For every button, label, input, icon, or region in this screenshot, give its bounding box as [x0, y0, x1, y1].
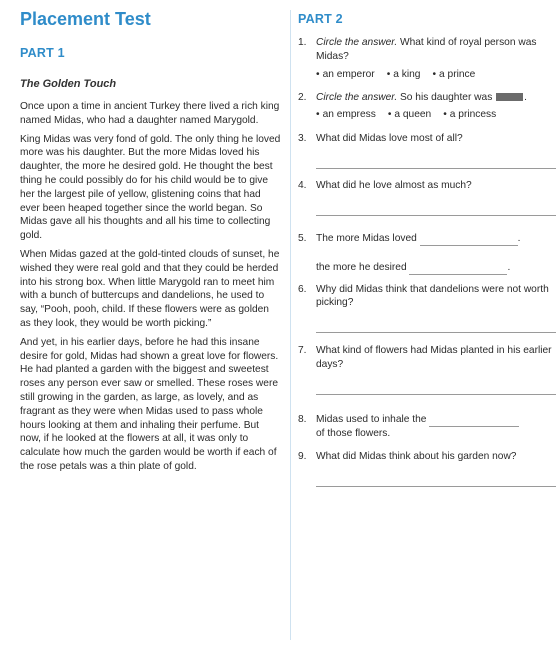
question-end: . [507, 261, 511, 273]
question-text [316, 261, 556, 275]
redacted-blank [496, 93, 523, 101]
story-paragraph-4: And yet, in his earlier days, before he had this insane desire for gold, Midas had shown a great love for flowers. He had planted a garden with the biggest and sweetest roses any person ever saw or smelled. These roses were still growing in the garden, as large, as lovely, and as fragrant as they were when Midas used to pass whole hours looking at them and inhaling their perfume. But now, if he looked at the flowers at all, it was only to calculate how much the garden would be worth if each of the rose petals was a thin plate of gold. [20, 336, 279, 472]
question-prompt: What kind of royal person was Midas? [316, 37, 537, 62]
answer-line[interactable] [316, 215, 556, 216]
question-number: 3. [298, 133, 307, 145]
question-1 [298, 36, 556, 64]
question-end: . [517, 232, 521, 244]
question-prompt: So his daughter was [397, 91, 493, 103]
question-number: 2. [298, 91, 307, 103]
question-text: What did he love almost as much? [316, 180, 472, 192]
question-number: 5. [298, 232, 307, 244]
question-number: 6. [298, 283, 307, 295]
answer-option[interactable] [316, 68, 375, 82]
question-5-continued [298, 261, 556, 275]
question-text: What kind of flowers had Midas planted in his earlier days? [316, 345, 552, 370]
answer-option[interactable] [387, 68, 421, 82]
story-title: The Golden Touch [20, 78, 117, 90]
question-instruction: Circle the answer. [316, 91, 398, 103]
bullet-icon: • [387, 109, 392, 121]
question-5 [298, 232, 556, 246]
answer-line[interactable] [316, 486, 556, 487]
question-9 [298, 450, 556, 464]
question-number: 8. [298, 413, 307, 425]
question-7 [298, 344, 556, 372]
question-number: 7. [298, 345, 307, 357]
question-1-options [316, 68, 556, 82]
answer-option[interactable] [443, 108, 496, 122]
story-paragraph-3: When Midas gazed at the gold-tinted clouds of sunset, he wished they were real gold and that they could be herded into his strong box. When little Marygold ran to meet him with a bunch of buttercups and dandelions, he used to say, “Pooh, pooh, child. If these flowers were as golden as they look, they would be worth picking.” [20, 248, 280, 329]
answer-line[interactable] [316, 332, 556, 333]
option-label: a prince [439, 68, 476, 80]
bullet-icon: • [432, 68, 437, 80]
fill-in-blank[interactable] [429, 426, 519, 427]
story-paragraph-1: Once upon a time in ancient Turkey there lived a rich king named Midas, who had a daughter named Marygold. [20, 101, 280, 126]
answer-option[interactable] [316, 108, 376, 122]
question-text: Why did Midas think that dandelions were not worth picking? [316, 283, 549, 309]
option-label: an emperor [322, 68, 375, 80]
answer-line[interactable] [316, 394, 556, 395]
answer-option[interactable] [432, 68, 475, 82]
page-title: Placement Test [20, 9, 151, 29]
question-prompt: The more Midas loved [316, 232, 417, 244]
question-number: 9. [298, 451, 307, 463]
part2-heading: PART 2 [298, 12, 343, 26]
question-4 [298, 179, 556, 193]
fill-in-blank[interactable] [420, 245, 518, 246]
question-text [316, 36, 556, 64]
fill-in-blank[interactable] [409, 274, 507, 275]
question-2-options [316, 108, 556, 122]
question-prompt: Midas used to inhale the [316, 413, 427, 425]
question-8 [298, 413, 556, 441]
part1-heading: PART 1 [20, 46, 65, 60]
answer-option[interactable] [388, 108, 431, 122]
question-2 [298, 91, 556, 105]
option-label: an empress [322, 109, 376, 121]
part2-column [298, 8, 556, 487]
question-prompt: the more he desired [316, 261, 407, 273]
column-divider [290, 10, 291, 640]
option-label: a king [393, 68, 421, 80]
bullet-icon: • [316, 109, 320, 121]
question-text [316, 91, 556, 105]
question-3 [298, 132, 556, 146]
question-text: What did Midas love most of all? [316, 133, 463, 145]
option-label: a queen [394, 109, 432, 121]
question-text [316, 232, 556, 246]
question-instruction: Circle the answer. [316, 37, 398, 48]
bullet-icon: • [443, 109, 447, 121]
story-paragraph-2: King Midas was very fond of gold. The only thing he loved more was his daughter. But the more Midas loved his daughter, the more he desired gold. He thought the best thing he could possibly do for his child would be to give her the largest pile of yellow, glistening coins that had ever been heaped together since the world began. So Midas gave all his thoughts and all his time to collecting gold. [20, 133, 281, 242]
option-label: a princess [449, 109, 497, 121]
question-prompt: of those flowers. [316, 427, 391, 439]
bullet-icon: • [386, 68, 391, 80]
answer-line[interactable] [316, 168, 556, 169]
question-number: 4. [298, 180, 307, 192]
question-text [316, 413, 556, 441]
question-6 [298, 283, 556, 311]
question-text: What did Midas think about his garden now? [316, 451, 517, 463]
bullet-icon: • [316, 68, 320, 80]
part1-column [20, 8, 282, 479]
question-number: 1. [298, 37, 307, 48]
question-end: . [524, 91, 527, 103]
